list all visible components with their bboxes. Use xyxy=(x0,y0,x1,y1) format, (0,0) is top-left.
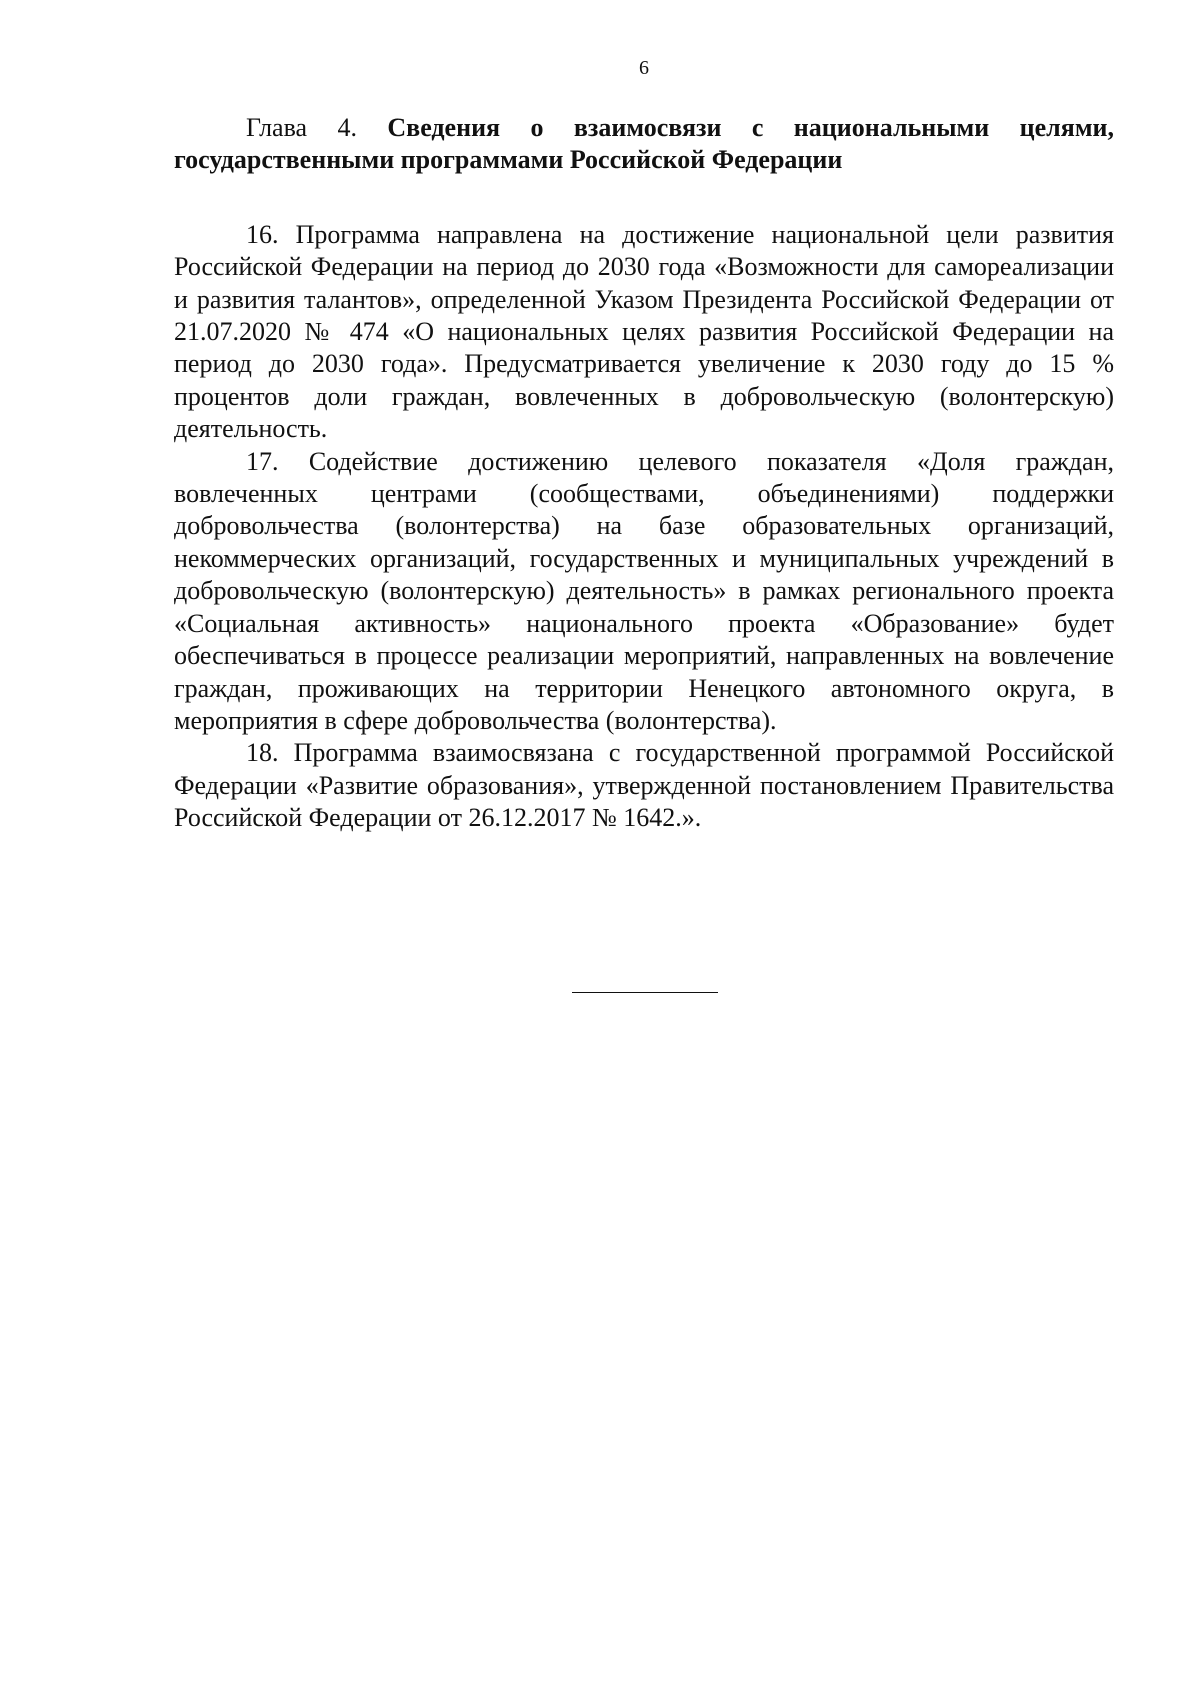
paragraph-18: 18. Программа взаимосвязана с государственной программой Российской Федерации «Развитие образования», утвержденной постановлением Правительства Российской Федерации от 26.12.2017 № 1642.». xyxy=(174,738,1114,833)
end-separator-line xyxy=(572,992,718,993)
chapter-label: Глава 4. xyxy=(246,113,357,142)
page-number: 6 xyxy=(639,57,649,79)
paragraph-16: 16. Программа направлена на достижение национальной цели развития Российской Федерации на период до 2030 года «Возможности для самореализации и развития талантов», определенной Указом Президента Российской Федерации от 21.07.2020 № 474 «О национальных целях развития Российской Федерации на период до 2030 года». Предусматривается увеличение к 2030 году до 15 % процентов доли граждан, вовлеченных в добровольческую (волонтерскую) деятельность. xyxy=(174,219,1114,444)
document-body xyxy=(174,112,1114,835)
chapter-heading xyxy=(174,112,1114,177)
paragraph-17: 17. Содействие достижению целевого показателя «Доля граждан, вовлеченных центрами (сообществами, объединениями) поддержки добровольчества (волонтерства) на базе образовательных организаций, некоммерческих организаций, государственных и муниципальных учреждений в добровольческую (волонтерскую) деятельность» в рамках регионального проекта «Социальная активность» национального проекта «Образование» будет обеспечиваться в процессе реализации мероприятий, направленных на вовлечение граждан, проживающих на территории Ненецкого автономного округа, в мероприятия в сфере добровольчества (волонтерства). xyxy=(174,446,1114,735)
chapter-title: Сведения о взаимосвязи с национальными целями, государственными программами Российской Федерации xyxy=(174,113,1115,175)
